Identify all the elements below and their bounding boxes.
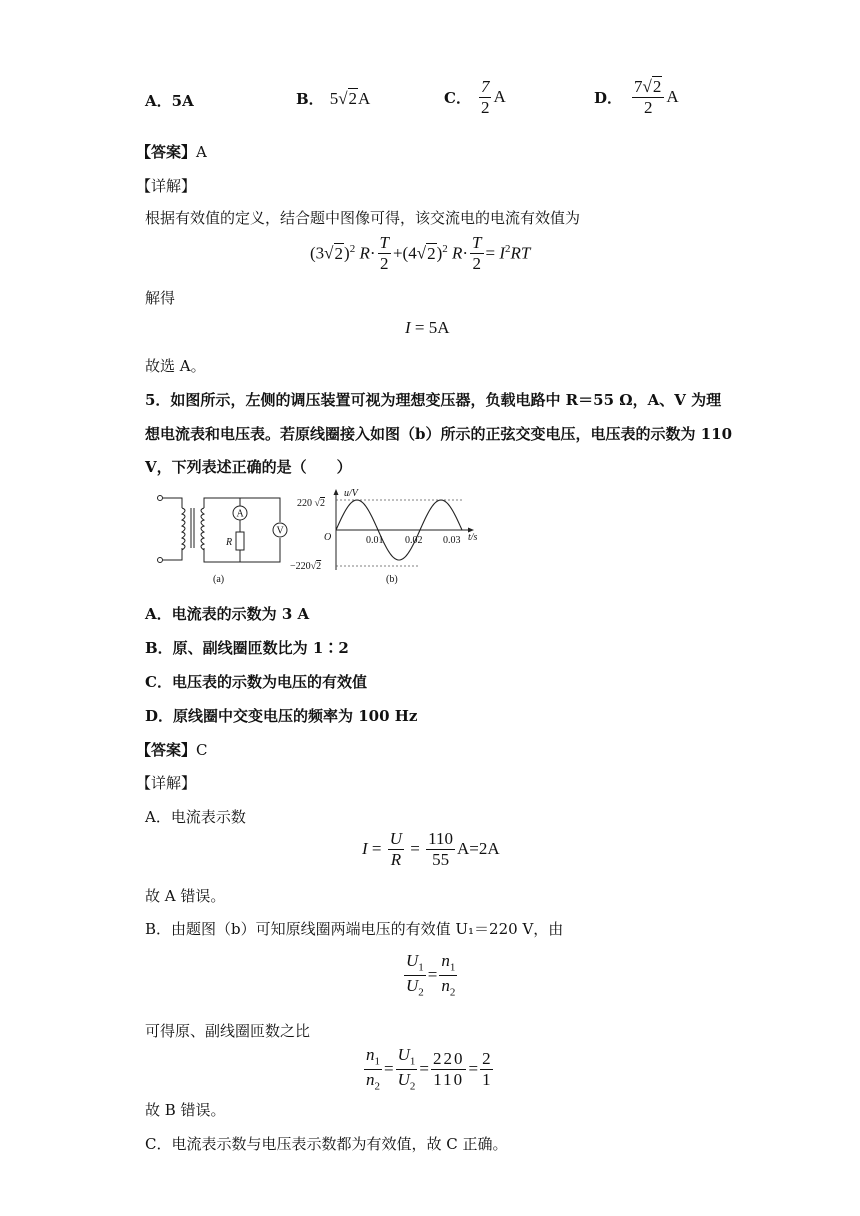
resistor	[236, 532, 244, 550]
q5-option-c: C．电压表的示数为电压的有效值	[145, 673, 367, 691]
q5-equation-a: I = $\frac{U}{R}$ = $\frac{110}{55}$ A=2A	[362, 829, 500, 869]
detail-tag-q4: 【详解】	[136, 177, 197, 195]
q5-stem-line2: 想电流表和电压表。若原线圈接入如图（b）所示的正弦交变电压，电压表的示数为 110	[145, 425, 733, 443]
option-b: B． 5√2A	[296, 88, 371, 108]
detail-tag-q5: 【详解】	[136, 774, 197, 792]
svg-text:−220√2: −220√2	[290, 561, 322, 572]
q4-solve-label: 解得	[145, 289, 176, 307]
tick-0.03: 0.03	[443, 535, 461, 546]
tick-0.02: 0.02	[405, 535, 423, 546]
option-c: C． $\frac{7}{2}$ A	[444, 77, 506, 117]
option-d: D． $\frac{7√2}{2}$ A	[594, 77, 679, 117]
voltmeter-label: V	[276, 525, 284, 537]
svg-text:220 √2: 220 √2	[297, 498, 325, 509]
q5-equation-b1: $\frac{U_1}{U_2}$ = $\frac{n_1}{n_2}$	[406, 951, 456, 999]
q5-option-b: B．原、副线圈匝数比为 1∶2	[145, 639, 349, 657]
ymax-label: 220	[297, 498, 312, 509]
secondary-coil	[201, 508, 204, 550]
ammeter-label: A	[236, 508, 244, 520]
option-a: A．5A	[145, 92, 194, 110]
q5-b-intro: B．由题图（b）可知原线圈两端电压的有效值 U₁＝220 V，由	[145, 920, 564, 938]
q5-option-d: D．原线圈中交变电压的频率为 100 Hz	[145, 707, 418, 725]
circuit-diagram-a	[158, 496, 288, 563]
q5-c-text: C．电流表示数与电压表示数都为有效值，故 C 正确。	[145, 1135, 508, 1153]
tick-0.01: 0.01	[366, 535, 384, 546]
q5-a-conclusion: 故 A 错误。	[145, 887, 226, 905]
answer-q5: 【答案】C	[136, 741, 208, 759]
q5-figure	[140, 486, 500, 592]
terminal-bottom	[158, 558, 163, 563]
ymin-label: −220	[290, 561, 311, 572]
q5-stem-line1: 5．如图所示，左侧的调压装置可视为理想变压器，负载电路中 R＝55 Ω，A、V 为理	[145, 391, 722, 409]
q5-option-a: A．电流表的示数为 3 A	[145, 605, 310, 623]
caption-a: (a)	[213, 574, 225, 585]
graph-b	[334, 489, 475, 570]
q4-conclusion: 故选 A。	[145, 357, 206, 375]
x-axis-label: t/s	[468, 532, 478, 543]
q4-explanation: 根据有效值的定义，结合题中图像可得，该交流电的电流有效值为	[145, 209, 581, 227]
origin-label: O	[324, 532, 332, 543]
q5-stem-line3: V，下列表述正确的是（ ）	[145, 458, 352, 476]
terminal-top	[158, 496, 163, 501]
q4-equation-2: I = 5A	[405, 318, 450, 337]
q5-b-conclusion: 故 B 错误。	[145, 1101, 226, 1119]
caption-b: (b)	[386, 574, 398, 585]
q5-b-text: 可得原、副线圈匝数之比	[145, 1022, 311, 1040]
answer-q4: 【答案】A	[136, 143, 207, 161]
resistor-label: R	[226, 537, 233, 548]
q4-equation-1: $(3√2)^2$ R· $\frac{T}{2}$ $+(4√2)^2$ R· $\frac{T}{2}$ = $I^2RT$	[310, 233, 531, 273]
y-axis-label: u/V	[344, 488, 358, 499]
q5-a-intro: A．电流表示数	[145, 808, 246, 826]
q5-equation-b2: $\frac{n_1}{n_2}$ = $\frac{U_1}{U_2}$ = $\frac{220}{110}$ = $\frac{2}{1}$	[366, 1045, 491, 1093]
primary-coil	[182, 508, 185, 550]
